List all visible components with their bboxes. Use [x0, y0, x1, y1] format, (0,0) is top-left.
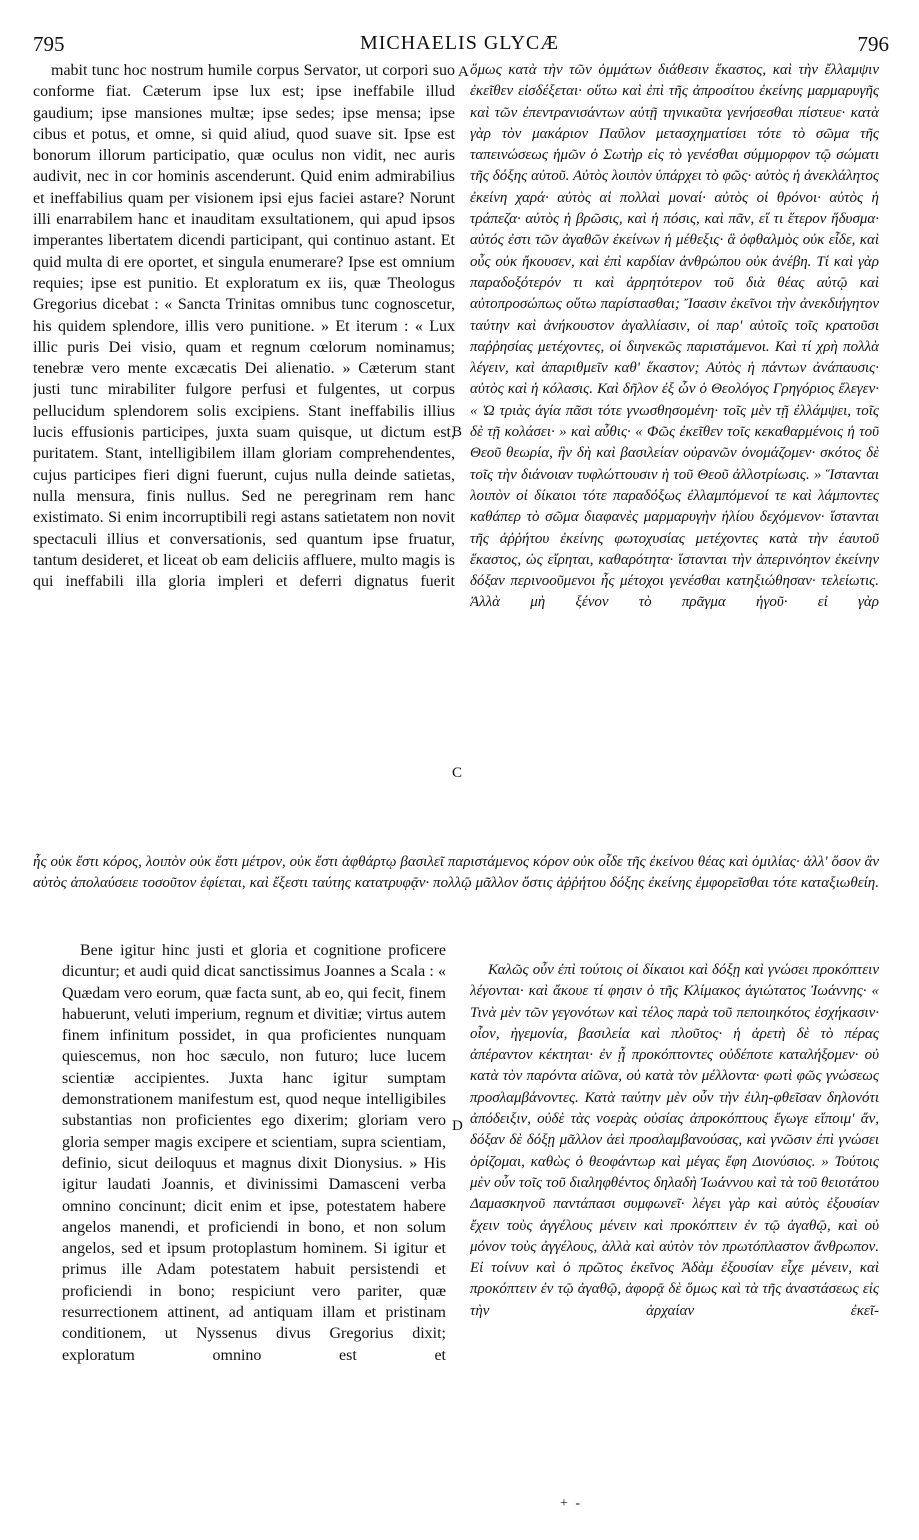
greek-paragraph: Καλῶς οὖν ἐπὶ τούτοις οἱ δίκαιοι καὶ δόξῃ καὶ γνώσει προκόπτειν λέγονται· καὶ ἄκουε τί φησιν ὁ τῆς Κλίμακος ἁγιώτατος Ἰωάννης· « Τινὰ μὲν τῶν γεγονότων καὶ τέλος παρὰ τοῦ πεποιηκότος ἐσχήκασιν· οἷον, ἡγεμονία, βασιλεία καὶ πλοῦτος· ἡ ἀρετὴ δὲ τὸ πέρας ἀπέραντον κέκτηται· ἐν ᾗ προκόπτοντες οὐδέποτε καταλήξομεν· οὐ κατὰ τὸν παρόντα αἰῶνα, οὐ κατὰ τὸν μέλλοντα· φωτὶ φῶς γνώσεως προσλαμβάνοντες. Κατὰ ταύτην μὲν οὖν τὴν ἐιλη-φθεῖσαν δηλονότι ἀπόδειξιν, οὐδὲ τὰς νοερὰς οὐσίας ἀπροκόπτους ἔγωγε εἴποιμ' ἄν, δόξαν δὲ δόξῃ μᾶλλον ἀεὶ προσλαμβανούσας, καὶ γνῶσιν ἐπὶ γνώσει ὁρίζομαι, καθὼς ὁ θεοφάντωρ καὶ μέγας ἔφη Διονύσιος. » Τούτοις μὲν οὖν τοῖς τοῦ διαληφθέντος δηλαδὴ Ἰωάννου καὶ τὰ τοῦ θειοτάτου Δαμασκηνοῦ παντάπασι συμφωνεῖ· λέγει γὰρ καὶ αὐτὸς ἐξουσίαν ἔχειν τοὺς ἀγγέλους μένειν καὶ προκόπτειν ἐν τῷ ἀγαθῷ, καὶ οὐ μόνον τοὺς ἀγγέλους, ἀλλὰ καὶ αὐτὸν τὸν πρωτόπλαστον ἄνθρωπον. Εἰ τοίνυν καὶ ὁ πρῶτος ἐκεῖνος Ἀδὰμ ἐξουσίαν εἶχε μένειν, καὶ προκόπτειν ἐν τῷ ἀγαθῷ, ἀφορᾷ δὲ ὅμως καὶ τὰ τῆς ἀναστάσεως εἰς τὴν ἀρχαίαν ἐκεῖ- [470, 962, 879, 1319]
running-title: MICHAELIS GLYCÆ [359, 32, 560, 54]
greek-spanning-paragraph: ἧς οὐκ ἔστι κόρος, λοιπὸν οὐκ ἔστι μέτρον, οὐκ ἔστι ἀφθάρτῳ βασιλεῖ παριστάμενος κόρον οὐκ οἶδε τῆς ἐκείνου θέας καὶ ὁμιλίας· ἀλλ' ὅσον ἂν αὐτὸς ἀπολαύσειε τοσοῦτον ἐφίεται, καὶ ἔξεστι ταύτης κατατρυφᾷν· πολλῷ μᾶλλον ὅστις ἀῤῥήτου δόξης ἐκείνης ἐμφορεῖσθαι τότε καταξιωθείη. [33, 854, 879, 892]
margin-marker-d: D [452, 1118, 463, 1134]
margin-marker-c: C [452, 765, 463, 781]
greek-spanning-text [33, 852, 879, 928]
margin-marker-a: A [458, 64, 469, 80]
latin-paragraph: Bene igitur hinc justi et gloria et cognitione proficere dicuntur; et audi quid dicat sanctissimus Joannes a Scala : « Quædam vero eorum, quæ facta sunt, ab eo, qui fecit, finem habuerunt, veluti imperium, regnum et divitiæ; virtus autem finem infinitum possidet, in qua proficientes nunquam quiescemus, non hoc sæculo, non futuro; luce lucem scientiæ accipientes. Juxta hanc igitur sumptam demonstrationem manifestum est, quod neque intelligibiles substantias non proficientes ego dixerim; gloriam vero gloria semper magis excipere et scientiam, supra scientiam, definio, sicut deiloquus et magnus dixit Dionysius. » His igitur laudati Joannis, et divinissimi Damasceni verba omnino concinunt; dicit enim et ipse, potestatem habere angelos manendi, et proficiendi in bono, et non solum angelos, sed et ipsum protoplastum hominem. Si igitur et primus ille Adam potestatem habuit persistendi et proficiendi in bono; respiciunt vero pariter, quæ resurrectionem attinent, ad antiquam illam et pristinam conditionem, ut Nyssenus divus Gregorius dixit; exploratum omnino est et [62, 942, 446, 1364]
greek-paragraph: ὅμως κατὰ τὴν τῶν ὀμμάτων διάθεσιν ἕκαστος, καὶ τὴν ἔλλαμψιν ἐκεῖθεν εἰσδέξεται· οὕτω καὶ ἐπὶ τῆς ἀπροσίτου ἐκείνης μαρμαρυγῆς καὶ τῶν ἐπεντρανισάντων αὐτῇ τηνικαῦτα γενήσεσθαι πίστευε· κατὰ γὰρ τὸν μακάριον Παῦλον μετασχηματίσει τότε τὸ σῶμα τῆς ταπεινώσεως ἡμῶν ὁ Σωτὴρ εἰς τὸ γενέσθαι σύμμορφον τῷ σώματι τῆς δόξης αὐτοῦ. Αὐτὸς λοιπὸν ὑπάρχει τὸ φῶς· αὐτὸς ἡ ἀνεκλάλητος ἐκείνη χαρά· αὐτὸς αἱ πολλαὶ μοναί· αὐτὸς οἱ θρόνοι· αὐτὸς ἡ τράπεζα· αὐτὸς ἡ βρῶσις, καὶ ἡ πόσις, καὶ πᾶν, εἴ τι ἕτερον ἥδυσμα· αὐτός ἐστι τῶν ἀγαθῶν ἐκείνων ἡ μέθεξις· ἃ ὀφθαλμὸς οὐκ εἶδε, καὶ οὖς οὐκ ἤκουσεν, καὶ ἐπὶ καρδίαν ἀνθρώπου οὐκ ἀνέβη. Τί καὶ γὰρ παραδοξότερόν τι καὶ ἀρρητότερον τοῦ διὰ θέας αὐτῷ καὶ αὐτοπροσώπως οὕτω παρίστασθαι; Ἴσασιν ἐκεῖνοι τὴν ἀνεκδιήγητον ταύτην καὶ ἀνήκουστον ἀγαλλίασιν, οἱ παρ' αὐτοῖς τοῖς κρατοῦσι παῤῥησίας μετέχοντες, οἱ διηνεκῶς παριστάμενοι. Καὶ τί χρὴ πολλὰ λέγειν, καὶ ἀπαριθμεῖν καθ' ἕκαστον; Αὐτὸς ἡ πάντων ἀνάπαυσις· αὐτὸς καὶ ἡ κόλασις. Καὶ δῆλον ἐξ ὧν ὁ Θεολόγος Γρηγόριος ἔλεγεν· « Ὡ τριὰς ἁγία πᾶσι τότε γνωσθησομένη· τοῖς μὲν τῇ ἐλλάμψει, τοῖς δὲ τῇ κολάσει· » καὶ αὖθις· « Φῶς ἐκεῖθεν τοῖς κεκαθαρμένοις ἡ τοῦ Θεοῦ θεωρία, ἣν δὴ καὶ βασιλείαν οὐρανῶν ὀνομάζομεν· σκότος δὲ τοῖς τὴν διάνοιαν τυφλώττουσιν ἡ τοῦ Θεοῦ ἀλλοτρίωσις. » Ἵστανται λοιπὸν οἱ δίκαιοι τότε παραδόξως ἐλλαμπόμενοί τε καὶ λάμποντες καθάπερ τὸ σῶμα διαφανὲς μαρμαρυγὴν ἡλίου δεχόμενον· ἵστανται τῆς ἀῤῥήτου ἐκείνης φωτοχυσίας μετέχοντες κατὰ τὴν ἑαυτοῦ ἕκαστος, ὡς εἴρηται, καθαρότητα· ἵστανται τὴν ἀπερινόητον ἐκείνην δόξαν περινοοῦμενοι ἧς μέτοχοι γενέσθαι κατηξιώθησαν· τελείωτις. Ἀλλὰ μὴ ξένον τὸ πρᾶγμα ἡγοῦ· εἰ γὰρ [470, 62, 879, 611]
latin-column-upper [33, 60, 455, 852]
page-number-left: 795 [33, 32, 65, 56]
margin-marker-b: B [452, 424, 463, 440]
latin-paragraph: mabit tunc hoc nostrum humile corpus Servator, ut corpori suo conforme fiat. Cæterum ipse lux est; ipse ineffabile illud gaudium; ipse mansiones multæ; ipse sedes; ipse mensa; ipse cibus et potus, et omne, si quid aliud, quod suave sit. Ipse est bonorum illorum participatio, quæ oculus non vidit, nec auris audivit, nec in cor hominis ascenderunt. Quid enim admirabilius et ineffabilius quam per visionem ipsi ejus faciei astare? Norunt illi enarrabilem hanc et inauditam exsultationem, qui apud ipsos imperantes libertatem dicendi participant, qui continuo astant. Et quid multa di ere oportet, et singula enumerare? Ipse est omnium requies; ipse est punitio. Et exploratum ex iis, quæ Theologus Gregorius dicebat : « Sancta Trinitas omnibus tunc cognoscetur, his quidem splendore, illis vero punitione. » Et iterum : « Lux illic puris Dei visio, quam et regnum cœlorum nominamus; tenebræ vero mente excæcatis Dei alienatio. » Cæterum stant justi tunc mirabiliter fulgore perfusi et fulgentes, ut corpus pellucidum splendorem solis excipiens. Stant ineffabilis illius lucis effusionis participes, juxta suam quisque, ut dictum est, puritatem. Stant, intelligibilem illam gloriam comprehendentes, cujus participes fieri digni fuerunt, cujus nulla deinde satietas, nulla mensura, finis nullus. Sed ne peregrinam rem hanc existimato. Si enim incorruptibili regi astans satietatem non novit spectaculi illius et conversationis, sed quantum ipse fruatur, tantum desideret, et liceat ob eam deliciis affluere, multo magis is qui ineffabili illa gloria impleri et deferri dignatus fuerit [33, 62, 455, 591]
greek-column-lower [470, 960, 879, 1490]
page-number-right: 796 [857, 32, 889, 56]
latin-column-lower [62, 940, 446, 1480]
greek-column-upper [470, 60, 879, 852]
footer-mark: + - [560, 1496, 583, 1511]
